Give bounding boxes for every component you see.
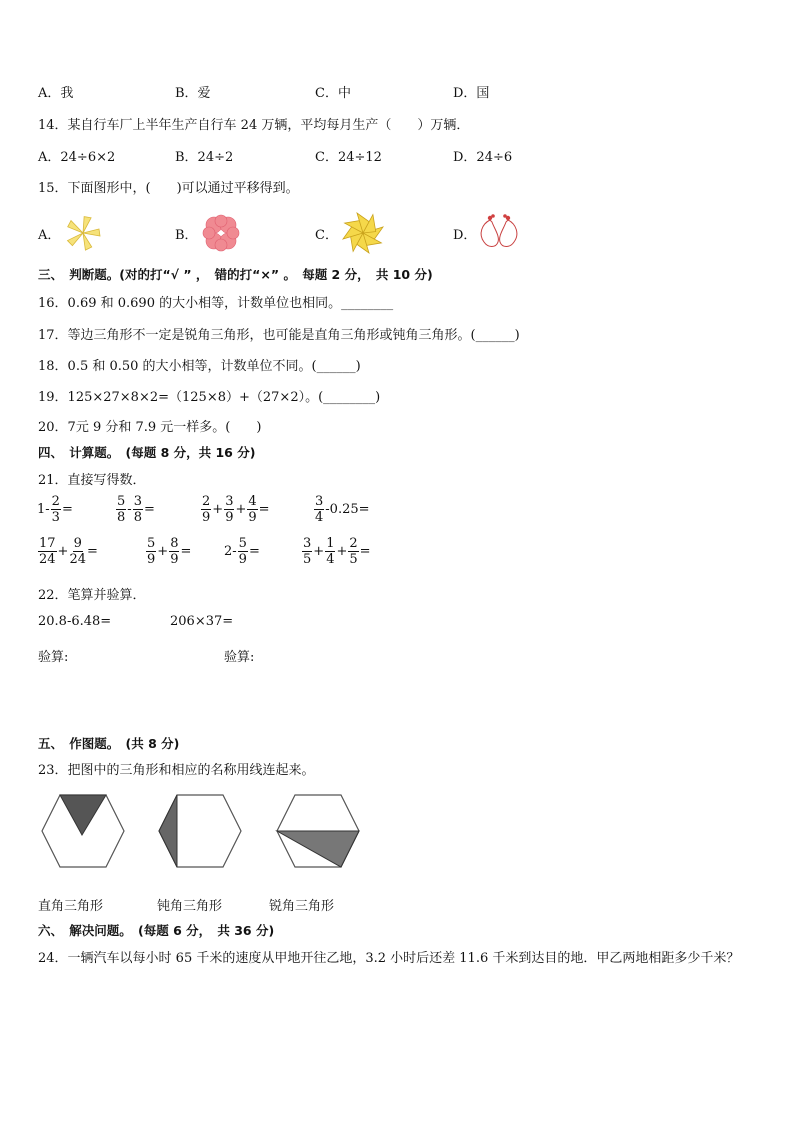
fraction-denominator: 3 xyxy=(51,510,60,525)
expr-tail: = xyxy=(180,544,192,559)
fraction-numerator: 5 xyxy=(147,536,156,551)
fraction-numerator: 17 xyxy=(39,536,56,551)
expr-tail: = xyxy=(61,502,73,517)
label-acute-triangle: 锐角三角形 xyxy=(269,899,335,914)
fraction xyxy=(69,536,86,567)
q23-stem: 23．把图中的三角形和相应的名称用线连起来。 xyxy=(38,763,315,778)
label-obtuse-triangle: 钝角三角形 xyxy=(157,899,223,914)
q14-option-a: A．24÷6×2 xyxy=(38,150,116,165)
fraction-numerator: 2 xyxy=(349,536,358,551)
fraction-numerator: 9 xyxy=(73,536,82,551)
hexagon-acute-triangle-figure xyxy=(273,793,363,869)
fraction-numerator: 3 xyxy=(303,536,312,551)
expr-tail: = xyxy=(258,502,270,517)
q20: 20．7元 9 分和 7.9 元一样多。( ) xyxy=(38,420,262,435)
fraction-denominator: 8 xyxy=(133,510,142,525)
expr-lead: 2- xyxy=(224,544,237,559)
q15-option-b: B． xyxy=(175,228,198,243)
fraction-denominator: 24 xyxy=(69,552,86,567)
expr-tail: = xyxy=(248,544,260,559)
q14-stem: 14．某自行车厂上半年生产自行车 24 万辆，平均每月生产（ ）万辆． xyxy=(38,118,470,133)
fraction xyxy=(238,536,248,567)
q21-stem: 21．直接写得数． xyxy=(38,473,146,488)
q22-stem: 22．笔算并验算． xyxy=(38,588,146,603)
q21-expr xyxy=(37,494,73,525)
fraction-numerator: 3 xyxy=(133,494,142,509)
fraction-numerator: 1 xyxy=(326,536,335,551)
operator: - xyxy=(127,502,132,517)
fraction xyxy=(325,536,335,567)
q21-expr xyxy=(301,536,371,567)
fraction-denominator: 5 xyxy=(349,552,358,567)
fraction-denominator: 24 xyxy=(39,552,56,567)
q18: 18．0.5 和 0.50 的大小相等，计数单位不同。(______) xyxy=(38,359,361,374)
fraction-numerator: 4 xyxy=(248,494,257,509)
expr-lead: 1- xyxy=(37,502,50,517)
expr-tail: = xyxy=(143,502,155,517)
fraction-denominator: 9 xyxy=(238,552,247,567)
q14-option-d: D．24÷6 xyxy=(453,150,513,165)
section-6-title: 六、 解决问题。 (每题 6 分， 共 36 分) xyxy=(38,923,275,938)
fraction-denominator: 9 xyxy=(170,552,179,567)
expr-tail: = xyxy=(87,544,98,559)
fraction-denominator: 8 xyxy=(117,510,126,525)
fraction xyxy=(314,494,324,525)
fraction-numerator: 3 xyxy=(315,494,324,509)
fraction-numerator: 2 xyxy=(51,494,60,509)
fraction-denominator: 9 xyxy=(248,510,257,525)
q15-option-c: C． xyxy=(315,228,338,243)
q17: 17．等边三角形不一定是锐角三角形，也可能是直角三角形或钝角三角形。(______) xyxy=(38,328,520,343)
fraction-denominator: 4 xyxy=(326,552,335,567)
fraction xyxy=(247,494,257,525)
q19: 19．125×27×8×2=（125×8）+（27×2）。(________) xyxy=(38,390,381,405)
operator: + xyxy=(212,502,224,517)
q21-expr xyxy=(313,494,370,525)
operator: + xyxy=(313,544,325,559)
q14-option-b: B．24÷2 xyxy=(175,150,234,165)
expr-tail: -0.25= xyxy=(325,502,370,517)
q21-expr xyxy=(37,536,98,567)
fraction xyxy=(201,494,211,525)
q13-option-d: D．国 xyxy=(453,86,490,101)
fraction xyxy=(224,494,234,525)
operator: + xyxy=(57,544,69,559)
section-4-title: 四、 计算题。 (每题 8 分，共 16 分) xyxy=(38,445,256,460)
fraction-numerator: 5 xyxy=(238,536,247,551)
operator: + xyxy=(336,544,348,559)
operator: + xyxy=(235,502,247,517)
fraction xyxy=(51,494,61,525)
fraction xyxy=(169,536,179,567)
fraction xyxy=(116,494,126,525)
two-chickens-icon xyxy=(476,212,524,250)
q21-expr xyxy=(200,494,270,525)
q22-check-1: 验算: xyxy=(38,650,69,665)
pinwheel-yellow-icon xyxy=(62,212,104,254)
label-right-triangle: 直角三角形 xyxy=(38,899,104,914)
q13-option-b: B．爱 xyxy=(175,86,211,101)
fraction-numerator: 3 xyxy=(225,494,234,509)
fraction-denominator: 9 xyxy=(147,552,156,567)
fraction-numerator: 5 xyxy=(117,494,126,509)
q14-option-c: C．24÷12 xyxy=(315,150,382,165)
q13-option-a: A．我 xyxy=(38,86,74,101)
section-5-title: 五、 作图题。 (共 8 分) xyxy=(38,736,180,751)
fraction-numerator: 2 xyxy=(202,494,211,509)
fraction-denominator: 9 xyxy=(225,510,234,525)
q16: 16．0.69 和 0.690 的大小相等，计数单位也相同。________ xyxy=(38,296,394,311)
four-heart-flower-icon xyxy=(200,212,242,254)
q15-option-a: A． xyxy=(38,228,61,243)
fraction xyxy=(133,494,143,525)
q15-option-d: D． xyxy=(453,228,477,243)
fraction-numerator: 8 xyxy=(170,536,179,551)
q22-expr-2: 206×37= xyxy=(170,614,234,629)
fraction-denominator: 9 xyxy=(202,510,211,525)
q24: 24．一辆汽车以每小时 65 千米的速度从甲地开往乙地，3.2 小时后还差 11.6 千米到达目的地．甲乙两地相距多少千米？ xyxy=(38,951,740,966)
q22-check-2: 验算: xyxy=(224,650,255,665)
fraction xyxy=(348,536,358,567)
q13-option-c: C．中 xyxy=(315,86,351,101)
fraction xyxy=(302,536,312,567)
hexagon-right-triangle-figure xyxy=(38,793,128,869)
q21-expr xyxy=(224,536,260,567)
pinwheel-star-icon xyxy=(340,210,386,256)
fraction-denominator: 4 xyxy=(315,510,324,525)
q21-expr xyxy=(145,536,191,567)
section-3-title: 三、 判断题。(对的打“√ ” ， 错的打“×” 。 每题 2 分， 共 10 分) xyxy=(38,267,433,282)
fraction xyxy=(146,536,156,567)
q15-stem: 15．下面图形中，( )可以通过平移得到。 xyxy=(38,181,299,196)
fraction xyxy=(38,536,57,567)
fraction-denominator: 5 xyxy=(303,552,312,567)
q21-expr xyxy=(115,494,155,525)
expr-tail: = xyxy=(359,544,371,559)
q22-expr-1: 20.8-6.48= xyxy=(38,614,112,629)
operator: + xyxy=(157,544,169,559)
hexagon-obtuse-triangle-figure xyxy=(155,793,245,869)
